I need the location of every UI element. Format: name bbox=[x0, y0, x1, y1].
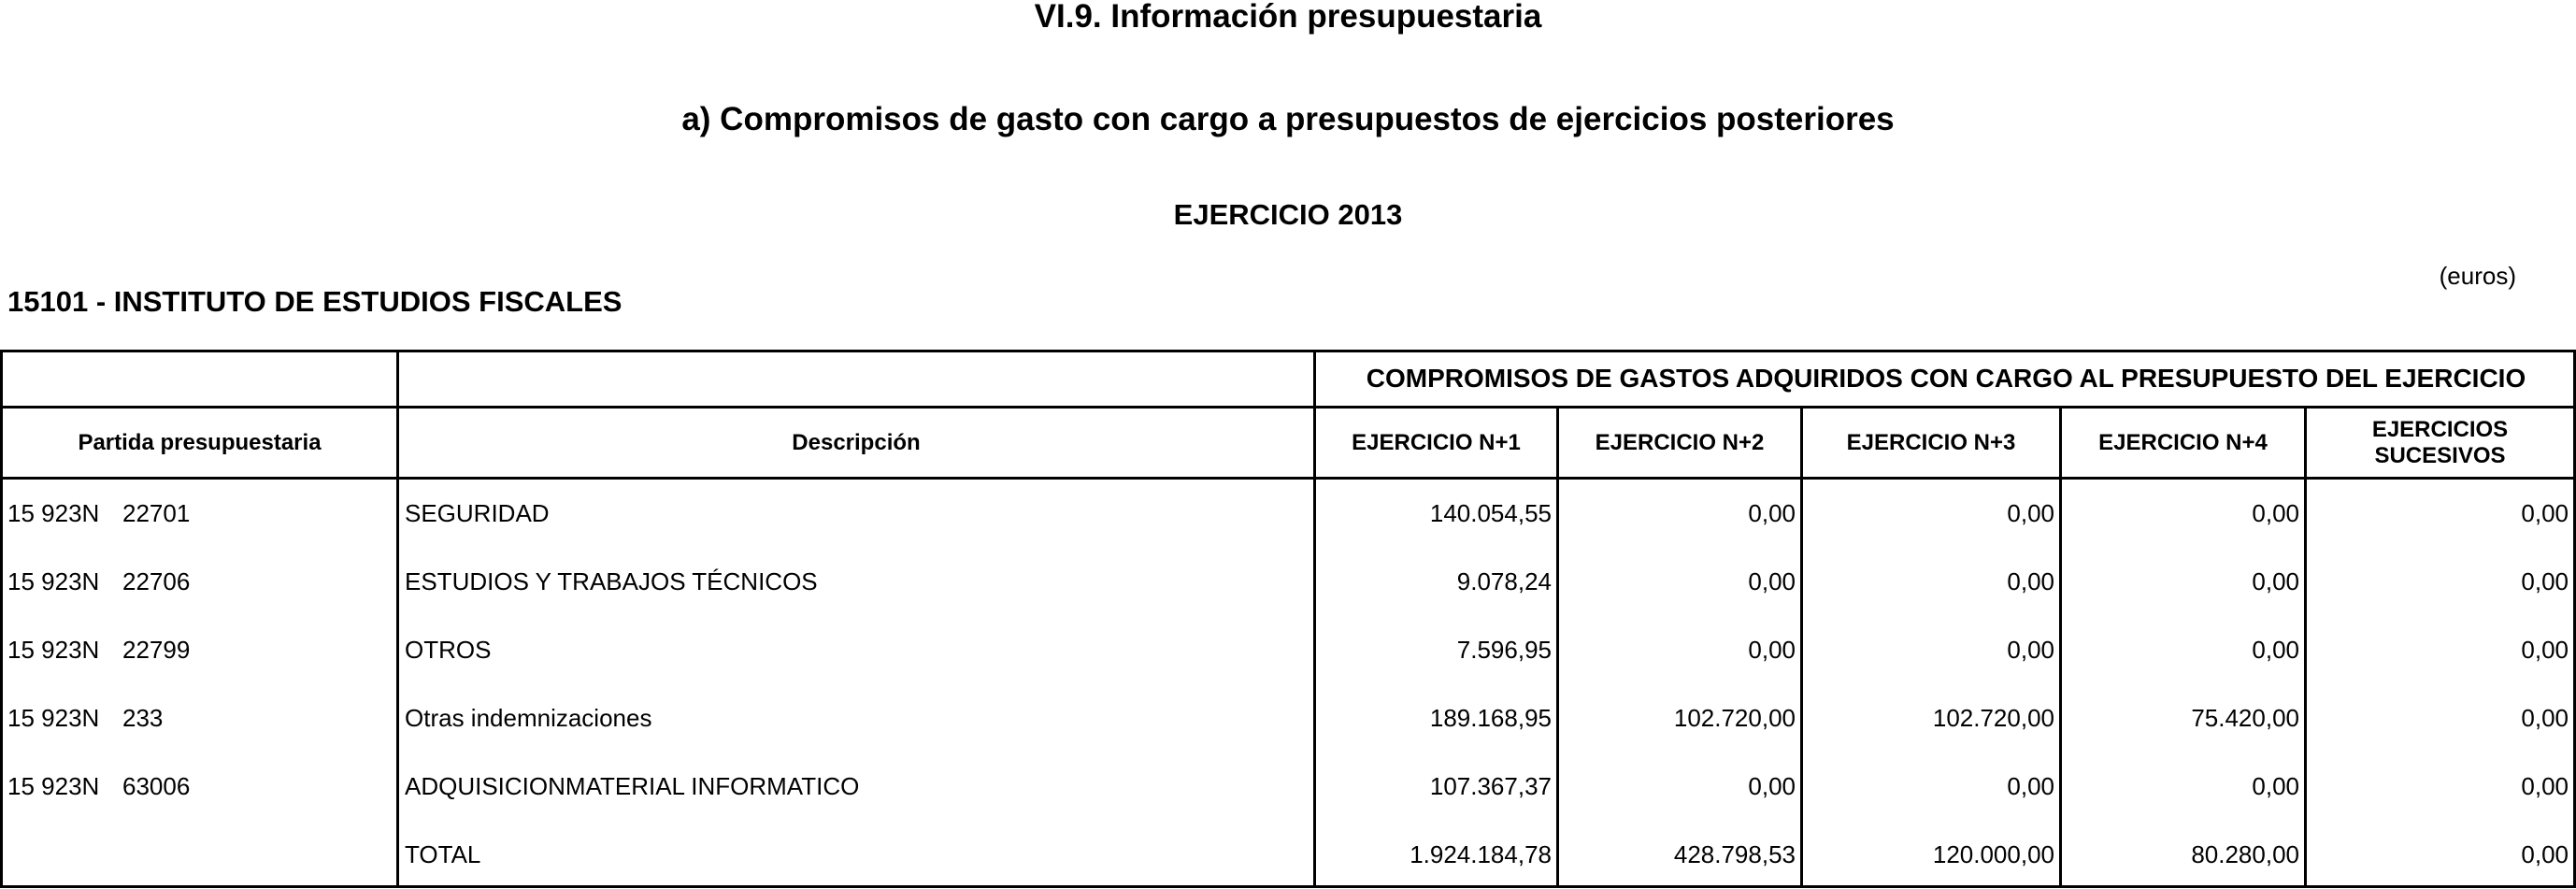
programa-cell: 15 923N bbox=[7, 567, 100, 595]
programa-cell: 15 923N bbox=[7, 772, 100, 800]
descripcion-cell: SEGURIDAD bbox=[405, 499, 550, 527]
n2-cell: 102.720,00 bbox=[1673, 704, 1796, 732]
n2-cell: 0,00 bbox=[1748, 499, 1796, 527]
descripcion-cell: ESTUDIOS Y TRABAJOS TÉCNICOS bbox=[405, 567, 818, 595]
table-row bbox=[0, 548, 2576, 616]
column-header-partida: Partida presupuestaria bbox=[78, 430, 322, 455]
sucesivos-cell: 0,00 bbox=[2521, 567, 2569, 595]
n4-cell: 0,00 bbox=[2252, 499, 2299, 527]
sucesivos-cell: 0,00 bbox=[2521, 499, 2569, 527]
page-title: VI.9. Información presupuestaria bbox=[1034, 0, 1542, 35]
table-row bbox=[0, 684, 2576, 753]
column-header-n4: EJERCICIO N+4 bbox=[2098, 430, 2268, 455]
descripcion-cell: ADQUISICIONMATERIAL INFORMATICO bbox=[405, 772, 860, 800]
n3-cell: 0,00 bbox=[2007, 772, 2054, 800]
table-row bbox=[0, 480, 2576, 548]
total-n3-cell: 120.000,00 bbox=[1932, 840, 2054, 868]
concepto-cell: 63006 bbox=[122, 772, 191, 800]
n1-cell: 140.054,55 bbox=[1429, 499, 1552, 527]
n2-cell: 0,00 bbox=[1748, 772, 1796, 800]
fiscal-year-heading: EJERCICIO 2013 bbox=[1173, 198, 1403, 231]
n1-cell: 9.078,24 bbox=[1456, 567, 1552, 595]
column-header-descripcion: Descripción bbox=[792, 430, 921, 455]
sucesivos-cell: 0,00 bbox=[2521, 704, 2569, 732]
total-n2-cell: 428.798,53 bbox=[1673, 840, 1796, 868]
programa-cell: 15 923N bbox=[7, 704, 100, 732]
n2-cell: 0,00 bbox=[1748, 567, 1796, 595]
total-row bbox=[0, 821, 2576, 889]
group-header: COMPROMISOS DE GASTOS ADQUIRIDOS CON CARGO AL PRESUPUESTO DEL EJERCICIO bbox=[1366, 364, 2526, 393]
concepto-cell: 22799 bbox=[122, 636, 191, 664]
concepto-cell: 22706 bbox=[122, 567, 191, 595]
column-header-sucesivos: EJERCICIOS SUCESIVOS bbox=[2371, 417, 2509, 468]
n2-cell: 0,00 bbox=[1748, 636, 1796, 664]
budget-commitments-table bbox=[0, 350, 2576, 888]
table-row bbox=[0, 753, 2576, 821]
descripcion-cell: OTROS bbox=[405, 636, 492, 664]
sucesivos-cell: 0,00 bbox=[2521, 772, 2569, 800]
total-n4-cell: 80.280,00 bbox=[2191, 840, 2299, 868]
descripcion-cell: Otras indemnizaciones bbox=[405, 704, 652, 732]
total-label: TOTAL bbox=[405, 840, 481, 868]
n3-cell: 0,00 bbox=[2007, 567, 2054, 595]
n4-cell: 0,00 bbox=[2252, 636, 2299, 664]
n1-cell: 7.596,95 bbox=[1456, 636, 1552, 664]
n4-cell: 0,00 bbox=[2252, 772, 2299, 800]
section-subtitle: a) Compromisos de gasto con cargo a presupuestos de ejercicios posteriores bbox=[681, 101, 1895, 137]
column-header-n1: EJERCICIO N+1 bbox=[1352, 430, 1521, 455]
n4-cell: 0,00 bbox=[2252, 567, 2299, 595]
programa-cell: 15 923N bbox=[7, 499, 100, 527]
n3-cell: 0,00 bbox=[2007, 636, 2054, 664]
column-header-n3: EJERCICIO N+3 bbox=[1846, 430, 2016, 455]
organization-heading: 15101 - INSTITUTO DE ESTUDIOS FISCALES bbox=[7, 285, 623, 318]
n3-cell: 0,00 bbox=[2007, 499, 2054, 527]
total-n1-cell: 1.924.184,78 bbox=[1410, 840, 1552, 868]
programa-cell: 15 923N bbox=[7, 636, 100, 664]
n4-cell: 75.420,00 bbox=[2191, 704, 2299, 732]
sucesivos-cell: 0,00 bbox=[2521, 636, 2569, 664]
n3-cell: 102.720,00 bbox=[1932, 704, 2054, 732]
n1-cell: 189.168,95 bbox=[1429, 704, 1552, 732]
total-sucesivos-cell: 0,00 bbox=[2521, 840, 2569, 868]
table-row bbox=[0, 616, 2576, 684]
n1-cell: 107.367,37 bbox=[1429, 772, 1552, 800]
concepto-cell: 233 bbox=[122, 704, 164, 732]
column-header-n2: EJERCICIO N+2 bbox=[1595, 430, 1765, 455]
units-label: (euros) bbox=[2439, 262, 2516, 290]
concepto-cell: 22701 bbox=[122, 499, 191, 527]
